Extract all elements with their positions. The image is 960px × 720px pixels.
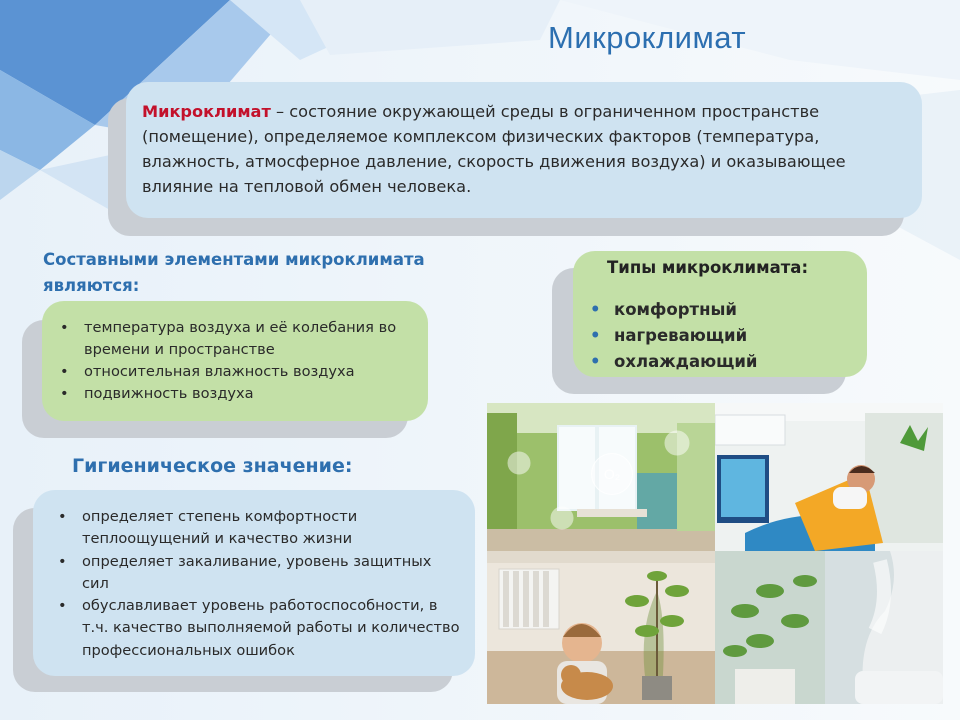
list-item: • относительная влажность воздуха xyxy=(52,361,422,383)
photo-collage xyxy=(487,403,943,704)
list-item: • определяет закаливание, уровень защитных сил xyxy=(50,551,460,596)
list-item: • подвижность воздуха xyxy=(52,383,422,405)
elements-heading: Составными элементами микроклимата являются: xyxy=(43,250,425,295)
list-item: • охлаждающий xyxy=(582,349,852,375)
definition-text xyxy=(142,99,912,199)
list-item: • нагревающий xyxy=(582,323,852,349)
child-with-puppy-photo xyxy=(487,551,715,704)
elements-list xyxy=(52,317,422,405)
o2-bubble-label: O₂ xyxy=(591,453,633,495)
definition-body: – состояние окружающей среды в ограниченном пространстве (помещение), определяемое комплексом физических факторов (температура, влажность, атмосферное давление, скорость движения воздуха) и оказывающее влияние на тепловой обмен человека. xyxy=(142,102,846,196)
list-item: • комфортный xyxy=(582,297,852,323)
definition-term: Микроклимат xyxy=(142,102,271,121)
hygiene-list xyxy=(50,506,460,662)
list-item: • обуславливает уровень работоспособности, в т.ч. качество выполняемой работы и количество профессиональных ошибок xyxy=(50,595,460,662)
types-list xyxy=(582,297,852,375)
relaxing-person-photo xyxy=(715,403,943,551)
room-photo xyxy=(487,403,715,551)
list-item: • определяет степень комфортности теплоощущений и качество жизни xyxy=(50,506,460,551)
types-heading: Типы микроклимата: xyxy=(607,258,809,277)
hygiene-heading: Гигиеническое значение: xyxy=(72,455,353,477)
plants-humidifier-photo xyxy=(715,551,943,704)
slide-title: Микроклимат xyxy=(548,20,747,55)
list-item: • температура воздуха и её колебания во времени и пространстве xyxy=(52,317,422,361)
